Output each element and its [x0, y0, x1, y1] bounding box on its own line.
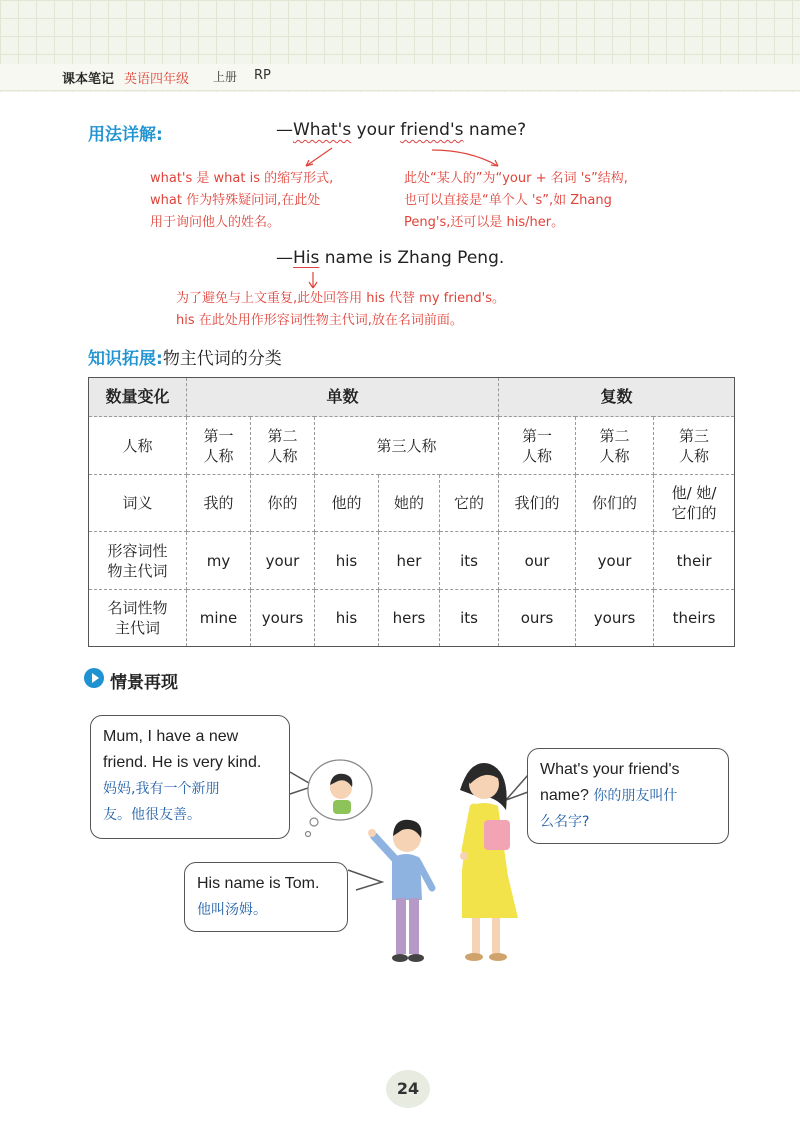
cell-meaning: 你们的 [576, 475, 654, 532]
cell-meaning: 她的 [379, 475, 440, 532]
answer-his: His [293, 248, 320, 268]
question-name: name? [463, 120, 527, 140]
cell-line: 人称 [267, 446, 298, 465]
bubble-text-zh: 你的朋友叫什 [593, 788, 678, 804]
cell-noun: yours [576, 590, 654, 647]
cell-meaning: 你的 [251, 475, 315, 532]
cell-meaning: 我的 [187, 475, 251, 532]
cell-line: 人称 [203, 446, 234, 465]
note-line: 也可以直接是“单个人 's”,如 Zhang [404, 193, 612, 208]
header-cell-singular: 单数 [187, 378, 499, 417]
header-volume: 上册 [213, 70, 238, 84]
cell-meaning: 它的 [440, 475, 499, 532]
row-label-person: 人称 [89, 417, 187, 475]
cell-line: 它们的 [671, 504, 717, 522]
note-line: what 作为特殊疑问词,在此处 [150, 193, 321, 208]
knowledge-subtitle: 物主代词的分类 [162, 349, 282, 369]
speech-bubble-boy [90, 715, 290, 839]
cell-line: 他/ 她/ [671, 484, 717, 502]
bubble-tail [348, 870, 382, 890]
usage-title: 用法详解: [88, 125, 163, 145]
cell-meaning: 他的 [315, 475, 379, 532]
bubble-text-en: His name is Tom. [197, 875, 320, 892]
question-whats: What's [293, 120, 352, 140]
cell-line: 物主代词 [107, 561, 168, 580]
cell-noun: hers [379, 590, 440, 647]
cell-noun: his [315, 590, 379, 647]
cell-line: 第一 [522, 426, 553, 445]
cell-adj: my [187, 532, 251, 590]
bubble-text-zh: 他叫汤姆。 [197, 902, 267, 918]
bubble-tail [506, 775, 528, 800]
cell-line: 第二 [267, 426, 298, 445]
cell-s3: 第三人称 [315, 417, 499, 475]
question-dash: — [276, 120, 293, 140]
cell-line: 名词性物 [107, 599, 168, 617]
row-label-meaning: 词义 [89, 475, 187, 532]
bubble-line-mixed [540, 783, 716, 809]
note-line: 此处“某人的”为“your + 名词 's”结构, [404, 171, 628, 186]
cell-adj: his [315, 532, 379, 590]
cell-line: 人称 [522, 446, 553, 465]
note-line: Peng's,还可以是 his/her。 [404, 215, 565, 230]
page-number: 24 [386, 1070, 430, 1108]
cell-line: 形容词性 [107, 541, 168, 560]
mother-figure [460, 763, 518, 961]
bubble-text-zh: 妈妈,我有一个新朋 [103, 781, 220, 797]
cell-adj: your [576, 532, 654, 590]
header-cell-change: 数量变化 [89, 378, 187, 417]
header-grade: 英语四年级 [124, 72, 190, 87]
cell-line: 第一 [203, 426, 234, 445]
question-your: your [351, 120, 401, 140]
cell-noun: its [440, 590, 499, 647]
cell-line: 人称 [679, 446, 710, 465]
bubble-text-en: What's your friend's [540, 761, 680, 778]
note-line: 为了避免与上文重复,此处回答用 his 代替 my friend's。 [176, 291, 506, 306]
cell-line: 第三 [679, 426, 710, 445]
header-cell-plural: 复数 [499, 378, 735, 417]
thought-bubble [306, 760, 373, 837]
answer-dash: — [276, 248, 293, 268]
note-line: his 在此处用作形容词性物主代词,放在名词前面。 [176, 313, 463, 328]
cell-adj: our [499, 532, 576, 590]
cell-adj: her [379, 532, 440, 590]
header-book: 课本笔记 [62, 72, 115, 87]
cell-adj: your [251, 532, 315, 590]
speech-bubble-boy-answer [184, 862, 348, 932]
cell-line: 人称 [599, 446, 630, 465]
bubble-text-en: friend. He is very kind. [103, 754, 262, 771]
note-line: what's 是 what is 的缩写形式, [150, 171, 334, 186]
cell-line: 第二 [599, 426, 630, 445]
note-line: 用于询问他人的姓名。 [150, 215, 281, 230]
bubble-text-zh: 友。他很友善。 [103, 807, 201, 823]
cell-adj: their [654, 532, 735, 590]
cell-noun: ours [499, 590, 576, 647]
answer-rest: name is Zhang Peng. [319, 248, 505, 268]
cell-meaning: 我们的 [499, 475, 576, 532]
cell-noun: mine [187, 590, 251, 647]
cell-noun: theirs [654, 590, 735, 647]
cell-adj: its [440, 532, 499, 590]
cell-noun: yours [251, 590, 315, 647]
bubble-text-en: name? [540, 787, 594, 804]
header-edition: RP [254, 68, 271, 83]
scene-title: 情景再现 [110, 673, 178, 693]
knowledge-label: 知识拓展: [88, 349, 163, 369]
cell-line: 主代词 [114, 619, 160, 637]
boy-figure [368, 820, 432, 962]
bubble-text-zh: 么名字? [540, 814, 590, 830]
speech-bubble-mother [527, 748, 729, 844]
bubble-text-en: Mum, I have a new [103, 728, 239, 745]
question-friends: friend's [400, 120, 464, 140]
